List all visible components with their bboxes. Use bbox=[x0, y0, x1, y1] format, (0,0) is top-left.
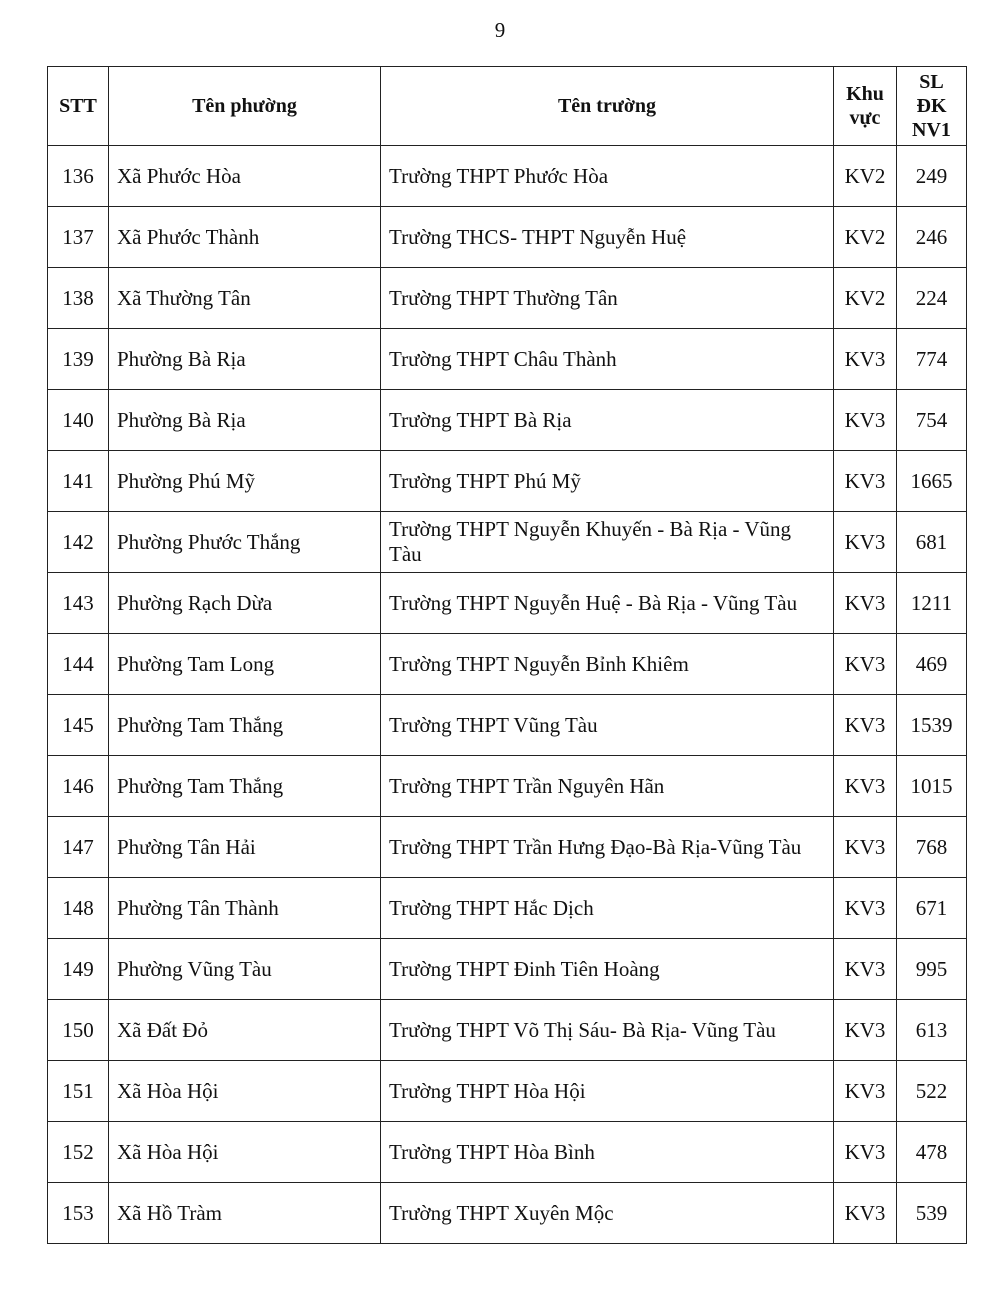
cell-count: 249 bbox=[897, 146, 967, 207]
table-row bbox=[48, 817, 967, 878]
header-count bbox=[897, 67, 967, 146]
cell-count: 1211 bbox=[897, 573, 967, 634]
cell-area: KV2 bbox=[834, 207, 897, 268]
cell-ward: Xã Hòa Hội bbox=[109, 1061, 381, 1122]
cell-school: Trường THPT Xuyên Mộc bbox=[381, 1183, 834, 1244]
cell-area: KV3 bbox=[834, 512, 897, 573]
cell-stt: 136 bbox=[48, 146, 109, 207]
table-row bbox=[48, 207, 967, 268]
cell-count: 774 bbox=[897, 329, 967, 390]
table-row bbox=[48, 268, 967, 329]
cell-school: Trường THPT Trần Nguyên Hãn bbox=[381, 756, 834, 817]
cell-count: 754 bbox=[897, 390, 967, 451]
cell-stt: 152 bbox=[48, 1122, 109, 1183]
cell-ward: Phường Tam Long bbox=[109, 634, 381, 695]
cell-area: KV3 bbox=[834, 695, 897, 756]
cell-school: Trường THPT Phước Hòa bbox=[381, 146, 834, 207]
cell-school: Trường THPT Nguyễn Bỉnh Khiêm bbox=[381, 634, 834, 695]
cell-count: 995 bbox=[897, 939, 967, 1000]
table-row bbox=[48, 1000, 967, 1061]
cell-ward: Phường Bà Rịa bbox=[109, 390, 381, 451]
table-row bbox=[48, 146, 967, 207]
cell-ward: Phường Phước Thắng bbox=[109, 512, 381, 573]
table-row bbox=[48, 390, 967, 451]
cell-count: 1015 bbox=[897, 756, 967, 817]
table-row bbox=[48, 573, 967, 634]
cell-count: 522 bbox=[897, 1061, 967, 1122]
cell-ward: Xã Phước Hòa bbox=[109, 146, 381, 207]
cell-stt: 153 bbox=[48, 1183, 109, 1244]
table-row bbox=[48, 878, 967, 939]
cell-count: 671 bbox=[897, 878, 967, 939]
cell-ward: Xã Hòa Hội bbox=[109, 1122, 381, 1183]
cell-ward: Phường Bà Rịa bbox=[109, 329, 381, 390]
cell-area: KV3 bbox=[834, 1061, 897, 1122]
cell-stt: 140 bbox=[48, 390, 109, 451]
cell-school: Trường THPT Hòa Hội bbox=[381, 1061, 834, 1122]
header-area bbox=[834, 67, 897, 146]
header-area-line1: Khu bbox=[846, 83, 884, 105]
cell-area: KV3 bbox=[834, 756, 897, 817]
cell-stt: 149 bbox=[48, 939, 109, 1000]
page-number: 9 bbox=[494, 18, 506, 42]
header-count-line1: SL bbox=[919, 71, 944, 93]
cell-ward: Phường Rạch Dừa bbox=[109, 573, 381, 634]
cell-area: KV3 bbox=[834, 817, 897, 878]
cell-area: KV3 bbox=[834, 1183, 897, 1244]
cell-area: KV3 bbox=[834, 1000, 897, 1061]
cell-count: 246 bbox=[897, 207, 967, 268]
header-stt: STT bbox=[48, 67, 109, 146]
cell-ward: Phường Tam Thắng bbox=[109, 695, 381, 756]
table-row bbox=[48, 1183, 967, 1244]
cell-count: 768 bbox=[897, 817, 967, 878]
cell-count: 539 bbox=[897, 1183, 967, 1244]
table-header bbox=[48, 67, 967, 146]
cell-count: 681 bbox=[897, 512, 967, 573]
cell-count: 613 bbox=[897, 1000, 967, 1061]
cell-stt: 146 bbox=[48, 756, 109, 817]
cell-ward: Phường Phú Mỹ bbox=[109, 451, 381, 512]
school-table bbox=[47, 66, 967, 1244]
cell-area: KV3 bbox=[834, 634, 897, 695]
cell-stt: 148 bbox=[48, 878, 109, 939]
cell-ward: Phường Tân Thành bbox=[109, 878, 381, 939]
cell-ward: Xã Đất Đỏ bbox=[109, 1000, 381, 1061]
cell-school: Trường THPT Phú Mỹ bbox=[381, 451, 834, 512]
cell-count: 469 bbox=[897, 634, 967, 695]
cell-school: Trường THPT Võ Thị Sáu- Bà Rịa- Vũng Tàu bbox=[381, 1000, 834, 1061]
header-count-line2: ĐK bbox=[916, 95, 947, 117]
header-row bbox=[48, 67, 967, 146]
cell-count: 478 bbox=[897, 1122, 967, 1183]
header-count-line3: NV1 bbox=[912, 119, 951, 141]
cell-ward: Phường Tam Thắng bbox=[109, 756, 381, 817]
table-row bbox=[48, 1061, 967, 1122]
cell-area: KV2 bbox=[834, 146, 897, 207]
cell-school: Trường THPT Trần Hưng Đạo-Bà Rịa-Vũng Tàu bbox=[381, 817, 834, 878]
cell-stt: 145 bbox=[48, 695, 109, 756]
header-ward: Tên phường bbox=[109, 67, 381, 146]
cell-school: Trường THPT Hòa Bình bbox=[381, 1122, 834, 1183]
table-row bbox=[48, 451, 967, 512]
cell-stt: 137 bbox=[48, 207, 109, 268]
cell-area: KV3 bbox=[834, 451, 897, 512]
table-row bbox=[48, 512, 967, 573]
table-row bbox=[48, 756, 967, 817]
table-row bbox=[48, 695, 967, 756]
cell-school: Trường THPT Vũng Tàu bbox=[381, 695, 834, 756]
cell-stt: 150 bbox=[48, 1000, 109, 1061]
cell-ward: Xã Thường Tân bbox=[109, 268, 381, 329]
cell-ward: Phường Vũng Tàu bbox=[109, 939, 381, 1000]
cell-area: KV3 bbox=[834, 939, 897, 1000]
cell-ward: Xã Phước Thành bbox=[109, 207, 381, 268]
cell-school: Trường THPT Hắc Dịch bbox=[381, 878, 834, 939]
cell-ward: Phường Tân Hải bbox=[109, 817, 381, 878]
cell-stt: 144 bbox=[48, 634, 109, 695]
cell-school: Trường THPT Nguyễn Huệ - Bà Rịa - Vũng Tàu bbox=[381, 573, 834, 634]
cell-school: Trường THPT Thường Tân bbox=[381, 268, 834, 329]
cell-area: KV3 bbox=[834, 878, 897, 939]
cell-ward: Xã Hồ Tràm bbox=[109, 1183, 381, 1244]
cell-stt: 147 bbox=[48, 817, 109, 878]
cell-stt: 151 bbox=[48, 1061, 109, 1122]
cell-school: Trường THPT Châu Thành bbox=[381, 329, 834, 390]
table-row bbox=[48, 939, 967, 1000]
cell-school: Trường THPT Bà Rịa bbox=[381, 390, 834, 451]
cell-stt: 143 bbox=[48, 573, 109, 634]
cell-stt: 142 bbox=[48, 512, 109, 573]
cell-count: 1539 bbox=[897, 695, 967, 756]
cell-school: Trường THPT Đinh Tiên Hoàng bbox=[381, 939, 834, 1000]
cell-school: Trường THPT Nguyễn Khuyến - Bà Rịa - Vũng Tàu bbox=[381, 512, 834, 573]
cell-area: KV3 bbox=[834, 573, 897, 634]
cell-stt: 139 bbox=[48, 329, 109, 390]
cell-count: 224 bbox=[897, 268, 967, 329]
cell-stt: 138 bbox=[48, 268, 109, 329]
table-body bbox=[48, 146, 967, 1244]
cell-area: KV3 bbox=[834, 329, 897, 390]
cell-area: KV3 bbox=[834, 1122, 897, 1183]
cell-area: KV2 bbox=[834, 268, 897, 329]
header-school: Tên trường bbox=[381, 67, 834, 146]
table-row bbox=[48, 634, 967, 695]
cell-school: Trường THCS- THPT Nguyễn Huệ bbox=[381, 207, 834, 268]
cell-area: KV3 bbox=[834, 390, 897, 451]
cell-count: 1665 bbox=[897, 451, 967, 512]
table-row bbox=[48, 329, 967, 390]
header-area-line2: vực bbox=[849, 107, 881, 129]
cell-stt: 141 bbox=[48, 451, 109, 512]
table-row bbox=[48, 1122, 967, 1183]
